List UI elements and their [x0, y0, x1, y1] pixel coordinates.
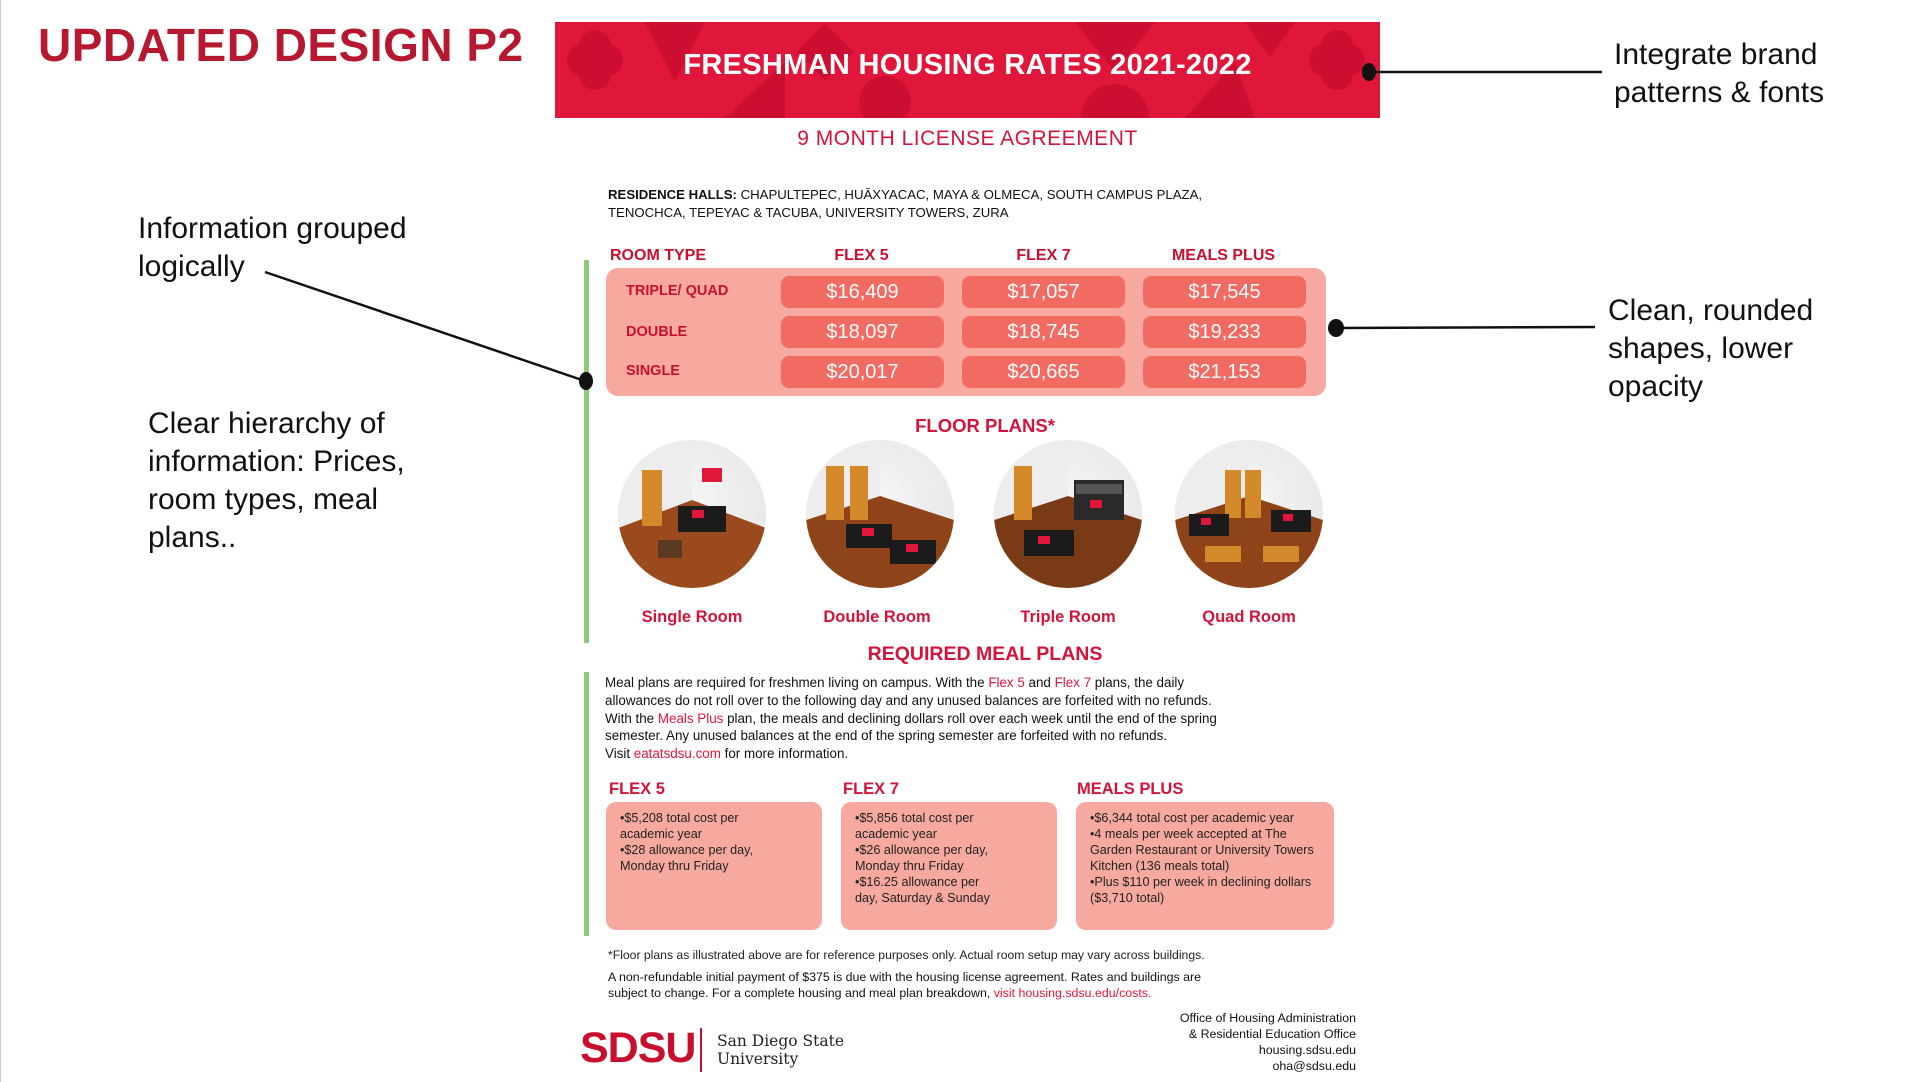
- price-cell: $18,745: [962, 316, 1125, 348]
- col-header-meals-plus: MEALS PLUS: [1171, 247, 1276, 264]
- annotation-hierarchy: [148, 405, 405, 557]
- annotation-line: Integrate brand: [1614, 38, 1818, 71]
- annotation-line: Information grouped: [138, 212, 407, 245]
- payment-text: A non-refundable initial payment of $375 is due with the housing license agreement. Rates and buildings are: [608, 970, 1202, 984]
- halls-line-2: TENOCHCA, TEPEYAC & TACUBA, UNIVERSITY TOWERS, ZURA: [608, 205, 1009, 220]
- col-header-flex5: FLEX 5: [834, 247, 889, 264]
- meal-text: Meal plans are required for freshmen living on campus. With the: [605, 675, 989, 690]
- connector-grouped: [265, 272, 585, 381]
- office-line: & Residential Education Office: [1188, 1027, 1356, 1041]
- annotation-line: logically: [138, 250, 245, 283]
- col-header-flex7: FLEX 7: [1016, 247, 1071, 264]
- office-email[interactable]: oha@sdsu.edu: [1272, 1059, 1356, 1073]
- eatatsdsu-link[interactable]: eatatsdsu.com: [633, 746, 721, 762]
- connector-rounded: [1336, 327, 1595, 328]
- annotation-line: shapes, lower: [1608, 332, 1794, 365]
- meal-bullet: • $5,208 total cost per academic year: [620, 810, 760, 842]
- price-cell: $20,017: [781, 356, 944, 388]
- annotation-line: plans..: [148, 521, 237, 554]
- meal-text: With the: [605, 710, 658, 726]
- sdsu-logo: SDSU: [580, 1024, 696, 1072]
- meal-plan-name-flex7: FLEX 7: [843, 780, 899, 798]
- annotation-rounded: [1608, 292, 1813, 406]
- plan-label-quad: Quad Room: [1202, 608, 1296, 626]
- meal-plan-name-meals-plus: MEALS PLUS: [1077, 780, 1184, 798]
- meal-text: plans, the daily: [1091, 675, 1185, 690]
- meal-bullet: • Plus $110 per week in declining dollars ($3,710 total): [1090, 874, 1318, 906]
- meal-bullet: • $28 allowance per day, Monday thru Friday: [620, 842, 760, 874]
- meals-plus-mention: Meals Plus: [657, 710, 724, 726]
- floor-plan-footnote: *Floor plans as illustrated above are for reference purposes only. Actual room setup may vary across buildings.: [608, 948, 1205, 962]
- meal-text: semester. Any unused balances at the end of the spring semester are forfeited with no refunds.: [605, 728, 1167, 744]
- meal-bullet: • $16.25 allowance per day, Saturday & Sunday: [855, 874, 1005, 906]
- connector-dot: [1328, 319, 1344, 337]
- halls-label: RESIDENCE HALLS:: [608, 187, 737, 202]
- annotation-line: information: Prices,: [148, 445, 405, 478]
- meal-plans-heading: REQUIRED MEAL PLANS: [867, 643, 1103, 665]
- meal-bullet: • $26 allowance per day, Monday thru Friday: [855, 842, 1005, 874]
- plan-label-double: Double Room: [823, 608, 931, 626]
- flex5-mention: Flex 5: [988, 675, 1025, 690]
- meal-plan-name-flex5: FLEX 5: [609, 780, 665, 798]
- connector-dot: [579, 372, 593, 390]
- price-cell: $20,665: [962, 356, 1125, 388]
- meal-bullet: • $6,344 total cost per academic year: [1090, 810, 1318, 826]
- office-website[interactable]: housing.sdsu.edu: [1258, 1043, 1356, 1057]
- price-cell: $19,233: [1143, 316, 1306, 348]
- price-cell: $17,545: [1143, 276, 1306, 308]
- price-cell: $18,097: [781, 316, 944, 348]
- floor-plans-heading: FLOOR PLANS*: [915, 415, 1055, 436]
- price-cell: $21,153: [1143, 356, 1306, 388]
- halls-line-1: CHAPULTEPEC, HUĀXYACAC, MAYA & OLMECA, SOUTH CAMPUS PLAZA,: [740, 187, 1203, 202]
- meal-bullet: • $5,856 total cost per academic year: [855, 810, 1005, 842]
- row-label-double: DOUBLE: [626, 324, 688, 340]
- annotation-line: patterns & fonts: [1614, 76, 1825, 109]
- plan-label-triple: Triple Room: [1020, 608, 1116, 626]
- annotation-grouped: [138, 210, 407, 286]
- payment-text: subject to change. For a complete housing and meal plan breakdown,: [608, 986, 994, 1000]
- meal-text: allowances do not roll over to the following day and any unused balances are forfeited with no refunds.: [605, 692, 1212, 708]
- university-name-line: San Diego State: [717, 1032, 844, 1050]
- row-label-single: SINGLE: [626, 363, 680, 379]
- meal-text: for more information.: [720, 746, 849, 762]
- meal-text: Visit: [605, 746, 634, 762]
- annotation-line: Clean, rounded: [1608, 294, 1814, 327]
- flex7-mention: Flex 7: [1054, 675, 1092, 690]
- costs-link[interactable]: visit housing.sdsu.edu/costs.: [993, 986, 1152, 1000]
- banner-title: FRESHMAN HOUSING RATES 2021-2022: [683, 49, 1252, 81]
- annotation-line: Clear hierarchy of: [148, 407, 385, 440]
- price-cell: $17,057: [962, 276, 1125, 308]
- office-line: Office of Housing Administration: [1179, 1011, 1356, 1025]
- slide-title: UPDATED DESIGN P2: [38, 19, 524, 71]
- connector-dot: [1362, 63, 1376, 81]
- annotation-brand: [1614, 36, 1824, 112]
- col-header-room-type: ROOM TYPE: [610, 247, 707, 264]
- annotation-line: opacity: [1608, 370, 1704, 403]
- price-cell: $16,409: [781, 276, 944, 308]
- annotation-line: room types, meal: [148, 483, 379, 516]
- license-subtitle: 9 MONTH LICENSE AGREEMENT: [797, 127, 1138, 150]
- row-label-triple-quad: TRIPLE/ QUAD: [626, 283, 729, 299]
- university-name-line: University: [717, 1050, 799, 1068]
- plan-label-single: Single Room: [641, 608, 743, 626]
- meal-text: and: [1024, 675, 1055, 690]
- meal-bullet: • 4 meals per week accepted at The Garden Restaurant or University Towers Kitchen (136 meals total): [1090, 826, 1318, 874]
- meal-text: plan, the meals and declining dollars roll over each week until the end of the spring: [723, 710, 1217, 726]
